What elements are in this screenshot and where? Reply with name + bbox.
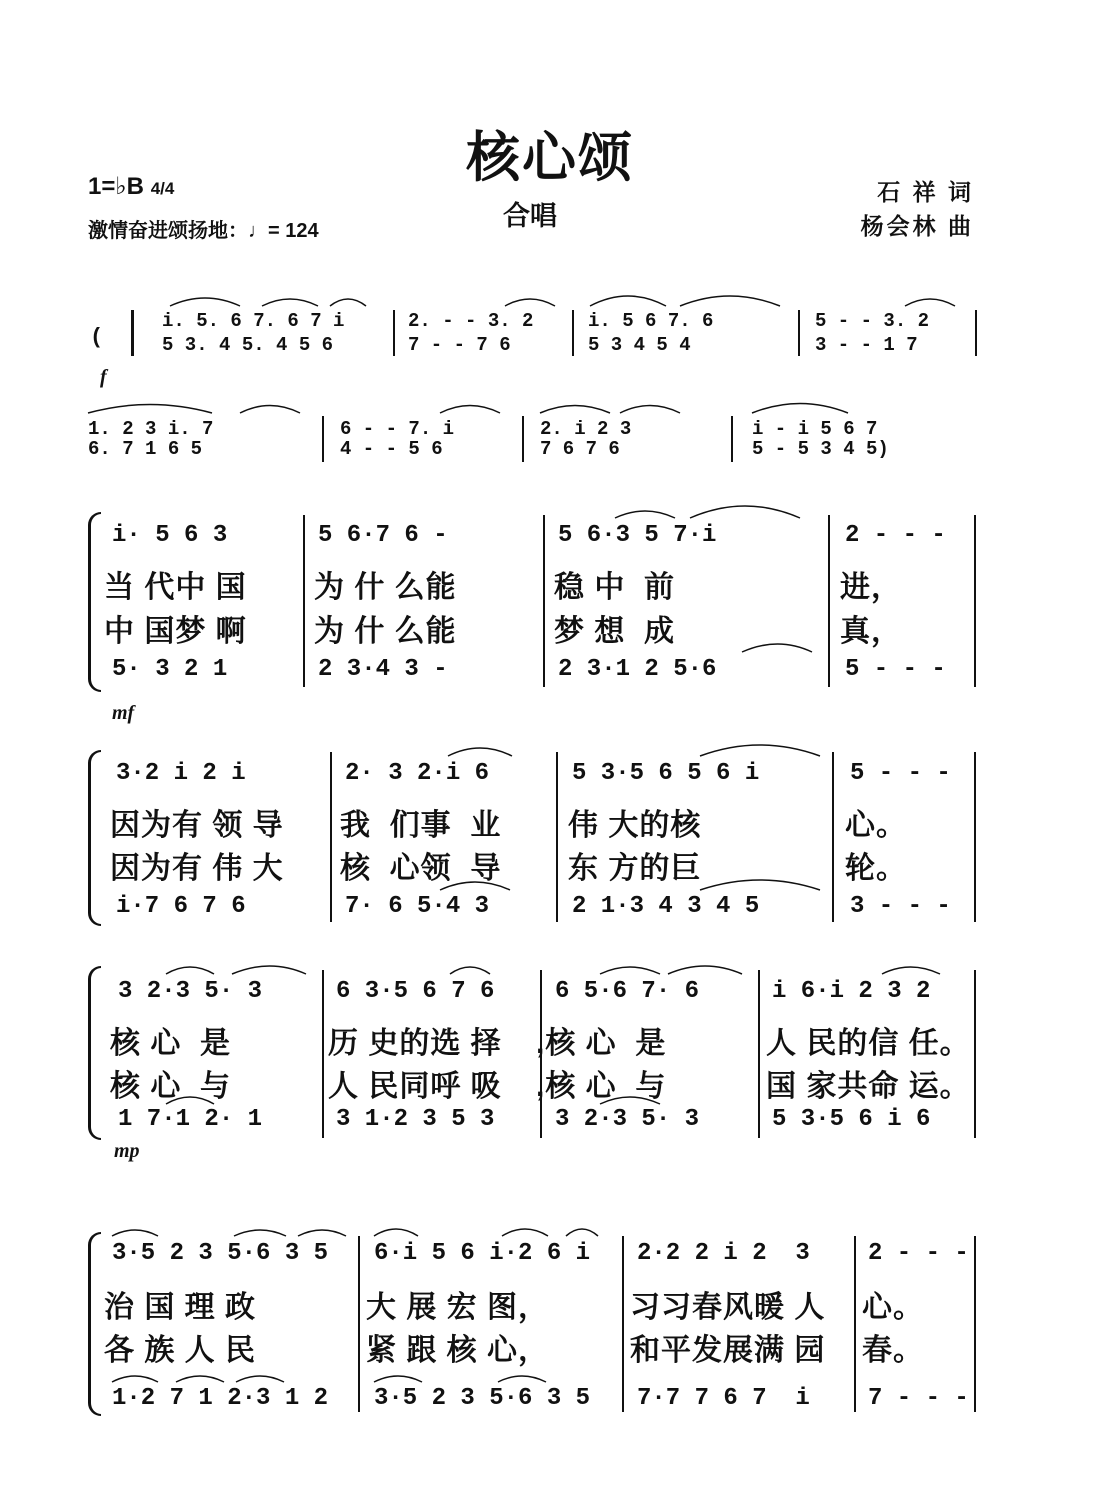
barline — [832, 752, 834, 922]
upper-m3: 5 3·5 6 5 6 i — [572, 760, 760, 787]
slur — [240, 406, 300, 414]
slur — [505, 299, 555, 306]
lower-m1: 1 7·1 2· 1 — [118, 1106, 263, 1133]
upper-m3: 2·2 2 i 2 3 — [637, 1240, 810, 1267]
tempo-marking: 激情奋进颂扬地：♩= 124 — [88, 220, 319, 242]
upper-m2: 6·i 5 6 i·2 6 i — [374, 1240, 591, 1267]
verse2-m2: 核 心领 导 — [340, 852, 502, 885]
dynamic-marking: mp — [114, 1140, 140, 1162]
verse1-m3: 稳 中 前 — [554, 571, 676, 604]
intro-2-lower-m3: 7 6 7 6 — [540, 438, 620, 460]
barline — [828, 515, 830, 687]
lyricist-credit: 石 祥 词 — [877, 179, 974, 205]
barline — [358, 1236, 360, 1412]
slur — [234, 1230, 286, 1236]
upper-m3: 6 5·6 7· 6 — [555, 978, 700, 1005]
barline — [974, 752, 976, 922]
song-subtitle: 合唱 — [503, 201, 557, 231]
slur — [590, 296, 666, 306]
slur — [498, 1376, 546, 1382]
verse2-m3: 梦 想 成 — [554, 615, 676, 648]
verse1-m4: 人 民的信 任。 — [766, 1027, 971, 1060]
verse1-m4: 心。 — [845, 809, 907, 842]
intro-2-lower-m1: 6. 7 1 6 5 — [88, 438, 203, 460]
song-title: 核心颂 — [466, 128, 634, 188]
lower-m3: 3 2·3 5· 3 — [555, 1106, 700, 1133]
intro-1-upper-m2: 2. - - 3. 2 — [408, 310, 534, 332]
barline — [622, 1236, 624, 1412]
slur — [166, 967, 214, 974]
intro-1-lower-m2: 7 - - 7 6 — [408, 334, 511, 356]
key-time-signature — [88, 172, 174, 201]
verse1-m1: 当 代中 国 — [104, 571, 247, 604]
intro-1-upper-m3: i. 5 6 7. 6 — [588, 310, 714, 332]
slur — [905, 299, 955, 306]
composer-credit: 杨会林 曲 — [860, 213, 974, 239]
verse1-m2: 我 们事 业 — [340, 809, 502, 842]
verse1-m4: 心。 — [862, 1291, 924, 1324]
verse2-m1: 核 心 与 — [110, 1070, 232, 1103]
lower-m4: 5 - - - — [845, 656, 946, 683]
barline — [975, 310, 977, 356]
slur — [566, 1229, 598, 1236]
barline — [393, 310, 395, 356]
barline — [798, 310, 800, 356]
verse2-m2: 紧 跟 核 心， — [366, 1334, 550, 1367]
intro-2-upper-m4: i - i 5 6 7 — [752, 418, 878, 440]
verse1-m3: 习习春风暖 人 — [630, 1291, 826, 1324]
barline — [522, 416, 524, 462]
upper-m2: 5 6·7 6 - — [318, 522, 448, 549]
upper-m1: 3·2 i 2 i — [116, 760, 246, 787]
intro-open-paren: ( — [90, 325, 104, 350]
verse2-m3: ,核 心 与 — [536, 1070, 667, 1103]
barline — [330, 752, 332, 922]
slur — [668, 966, 742, 974]
verse2-m3: 东 方的巨 — [568, 852, 702, 885]
lower-m4: 7 - - - — [868, 1385, 969, 1412]
slur — [330, 299, 366, 306]
slur — [690, 506, 800, 518]
intro-2-lower-m2: 4 - - 5 6 — [340, 438, 443, 460]
slur — [540, 406, 610, 414]
system-brace — [88, 512, 101, 692]
barline — [758, 970, 760, 1138]
verse1-m2: 历 史的选 择 — [328, 1027, 502, 1060]
upper-m4: 2 - - - — [845, 522, 946, 549]
lower-m2: 2 3·4 3 - — [318, 656, 448, 683]
system-brace — [88, 966, 101, 1140]
verse1-m2: 为 什 么能 — [314, 571, 457, 604]
slur — [448, 748, 512, 756]
barline — [731, 416, 733, 462]
time-signature: 4/4 — [150, 179, 175, 198]
lower-m1: i·7 6 7 6 — [116, 893, 246, 920]
verse2-m1: 各 族 人 民 — [104, 1334, 257, 1367]
barline — [303, 515, 305, 687]
slur — [112, 1230, 158, 1236]
upper-m4: 2 - - - — [868, 1240, 969, 1267]
lower-m1: 5· 3 2 1 — [112, 656, 228, 683]
lower-m1: 1·2 7 1 2·3 1 2 — [112, 1385, 329, 1412]
verse1-m4: 进， — [840, 571, 902, 604]
barline — [974, 970, 976, 1138]
verse2-m2: 为 什 么能 — [314, 615, 457, 648]
verse2-m4: 轮。 — [845, 852, 907, 885]
intro-1-lower-m4: 3 - - 1 7 — [815, 334, 918, 356]
slur — [88, 405, 212, 414]
repeat-barline — [131, 310, 134, 356]
verse1-m3: 伟 大的核 — [568, 809, 702, 842]
slur — [236, 1376, 284, 1382]
lower-m2: 7· 6 5·4 3 — [345, 893, 490, 920]
lower-m3: 2 1·3 4 3 4 5 — [572, 893, 760, 920]
slur — [620, 406, 680, 414]
slur — [615, 511, 675, 518]
slur — [700, 880, 820, 890]
verse2-m4: 真， — [840, 615, 902, 648]
intro-2-upper-m3: 2. i 2 3 — [540, 418, 632, 440]
slur — [170, 298, 240, 306]
barline — [572, 310, 574, 356]
upper-m2: 6 3·5 6 7 6 — [336, 978, 495, 1005]
barline — [322, 416, 324, 462]
upper-m1: 3 2·3 5· 3 — [118, 978, 263, 1005]
verse1-m3: ,核 心 是 — [536, 1027, 667, 1060]
barline — [974, 515, 976, 687]
barline — [556, 752, 558, 922]
dynamic-marking: f — [100, 366, 107, 388]
verse2-m1: 中 国梦 啊 — [104, 615, 247, 648]
lower-m3: 7·7 7 6 7 i — [637, 1385, 810, 1412]
slur — [298, 1230, 346, 1236]
barline — [854, 1236, 856, 1412]
key-signature: 1=♭B — [88, 173, 145, 200]
lower-m3: 2 3·1 2 5·6 — [558, 656, 717, 683]
verse2-m3: 和平发展满 园 — [630, 1334, 826, 1367]
upper-m1: i· 5 6 3 — [112, 522, 228, 549]
slur — [176, 1376, 224, 1382]
intro-1-upper-m4: 5 - - 3. 2 — [815, 310, 930, 332]
slur — [752, 404, 848, 414]
slur — [882, 967, 940, 974]
slur — [262, 299, 318, 306]
lower-m4: 5 3·5 6 i 6 — [772, 1106, 931, 1133]
upper-m3: 5 6·3 5 7·i — [558, 522, 717, 549]
intro-2-upper-m2: 6 - - 7. i — [340, 418, 455, 440]
slur — [742, 644, 812, 652]
lower-m2: 3 1·2 3 5 3 — [336, 1106, 495, 1133]
slur — [502, 1229, 548, 1236]
verse1-m2: 大 展 宏 图， — [366, 1291, 550, 1324]
intro-2-lower-m4: 5 - 5 3 4 5) — [752, 438, 889, 460]
upper-m1: 3·5 2 3 5·6 3 5 — [112, 1240, 329, 1267]
slur — [680, 296, 780, 306]
barline — [543, 515, 545, 687]
slur — [112, 1376, 158, 1382]
slur — [450, 967, 490, 974]
verse1-m1: 因为有 领 导 — [110, 809, 284, 842]
dynamic-marking: mf — [112, 702, 135, 724]
system-brace — [88, 1232, 101, 1416]
upper-m4: i 6·i 2 3 2 — [772, 978, 931, 1005]
barline — [974, 1236, 976, 1412]
verse2-m1: 因为有 伟 大 — [110, 852, 284, 885]
lower-m2: 3·5 2 3 5·6 3 5 — [374, 1385, 591, 1412]
intro-1-upper-m1: i. 5. 6 7. 6 7 i — [162, 310, 345, 332]
verse2-m2: 人 民同呼 吸 — [328, 1070, 502, 1103]
slur — [700, 745, 820, 756]
slur — [374, 1376, 422, 1382]
verse1-m1: 核 心 是 — [110, 1027, 232, 1060]
system-brace — [88, 750, 101, 926]
intro-1-lower-m3: 5 3 4 5 4 — [588, 334, 691, 356]
verse2-m4: 国 家共命 运。 — [766, 1070, 971, 1103]
slur — [600, 967, 660, 974]
barline — [322, 970, 324, 1138]
verse2-m4: 春。 — [862, 1334, 924, 1367]
intro-2-upper-m1: 1. 2 3 i. 7 — [88, 418, 214, 440]
lower-m4: 3 - - - — [850, 893, 951, 920]
verse1-m1: 治 国 理 政 — [104, 1291, 257, 1324]
upper-m2: 2· 3 2·i 6 — [345, 760, 490, 787]
slur — [440, 406, 500, 414]
upper-m4: 5 - - - — [850, 760, 951, 787]
slur — [374, 1229, 418, 1236]
intro-1-lower-m1: 5 3. 4 5. 4 5 6 — [162, 334, 334, 356]
slur — [232, 966, 306, 974]
